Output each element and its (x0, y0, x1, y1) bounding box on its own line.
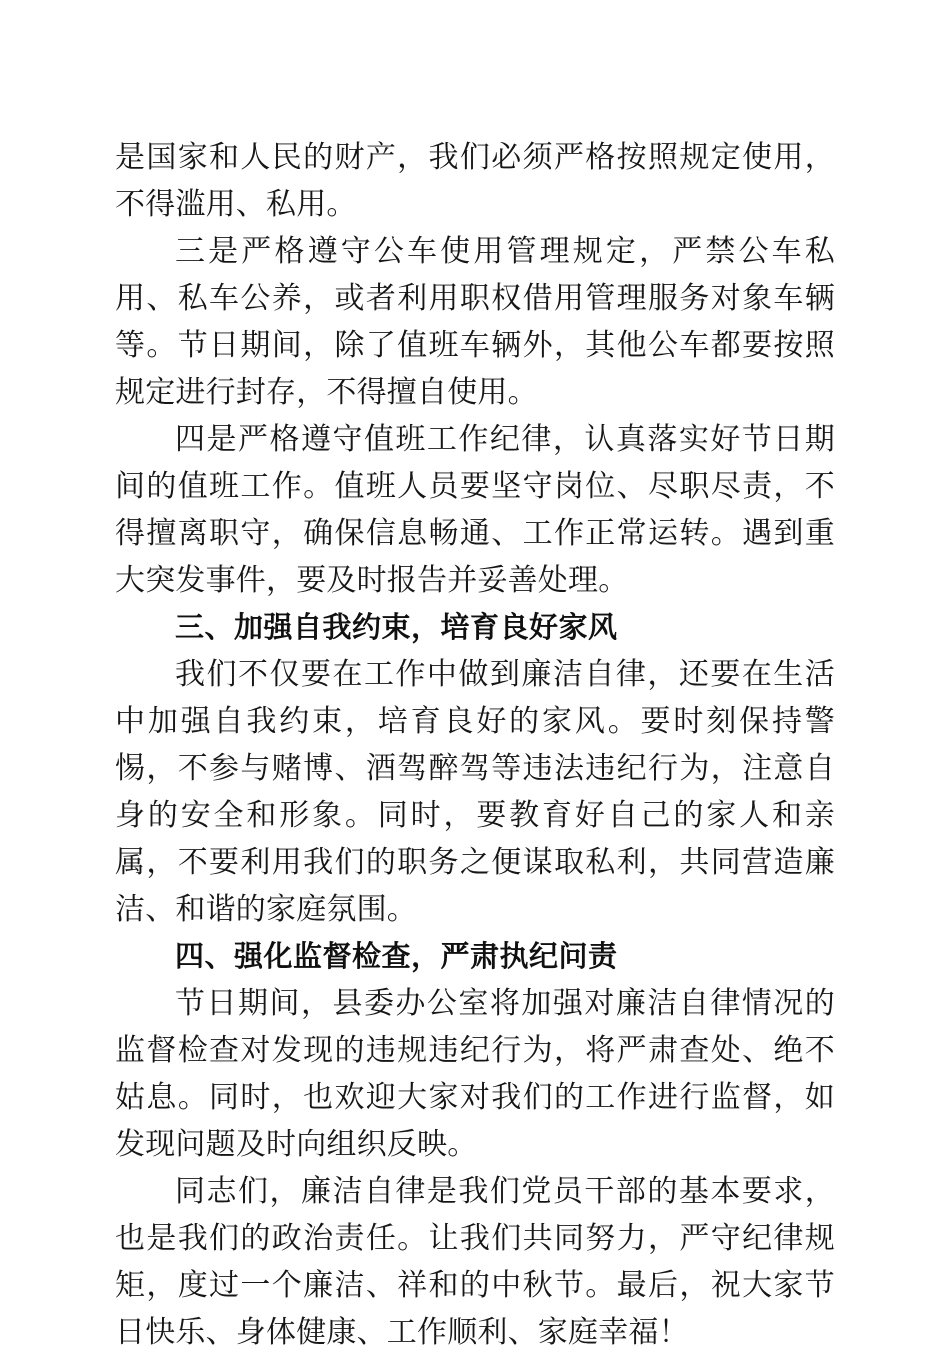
paragraph-item-three: 三是严格遵守公车使用管理规定，严禁公车私用、私车公养，或者利用职权借用管理服务对象车辆等。节日期间，除了值班车辆外，其他公车都要按照规定进行封存，不得擅自使用。 (115, 234, 835, 410)
paragraph-section-four: 节日期间，县委办公室将加强对廉洁自律情况的监督检查对发现的违规违纪行为，将严肃查处、绝不姑息。同时，也欢迎大家对我们的工作进行监督，如发现问题及时向组织反映。 (115, 986, 835, 1162)
section-heading-three: 三、加强自我约束，培育良好家风 (175, 610, 618, 644)
paragraph-closing: 同志们，廉洁自律是我们党员干部的基本要求，也是我们的政治责任。让我们共同努力，严守纪律规矩，度过一个廉洁、祥和的中秋节。最后，祝大家节日快乐、身体健康、工作顺利、家庭幸福！ (115, 1174, 835, 1350)
section-heading-four: 四、强化监督检查，严肃执纪问责 (175, 939, 618, 973)
paragraph-item-four: 四是严格遵守值班工作纪律，认真落实好节日期间的值班工作。值班人员要坚守岗位、尽职尽责，不得擅离职守，确保信息畅通、工作正常运转。遇到重大突发事件，要及时报告并妥善处理。 (115, 422, 835, 598)
document-body (115, 134, 835, 1356)
paragraph-continued: 是国家和人民的财产，我们必须严格按照规定使用，不得滥用、私用。 (115, 140, 835, 222)
paragraph-section-three: 我们不仅要在工作中做到廉洁自律，还要在生活中加强自我约束，培育良好的家风。要时刻保持警惕，不参与赌博、酒驾醉驾等违法违纪行为，注意自身的安全和形象。同时，要教育好自己的家人和亲属，不要利用我们的职务之便谋取私利，共同营造廉洁、和谐的家庭氛围。 (115, 657, 835, 927)
